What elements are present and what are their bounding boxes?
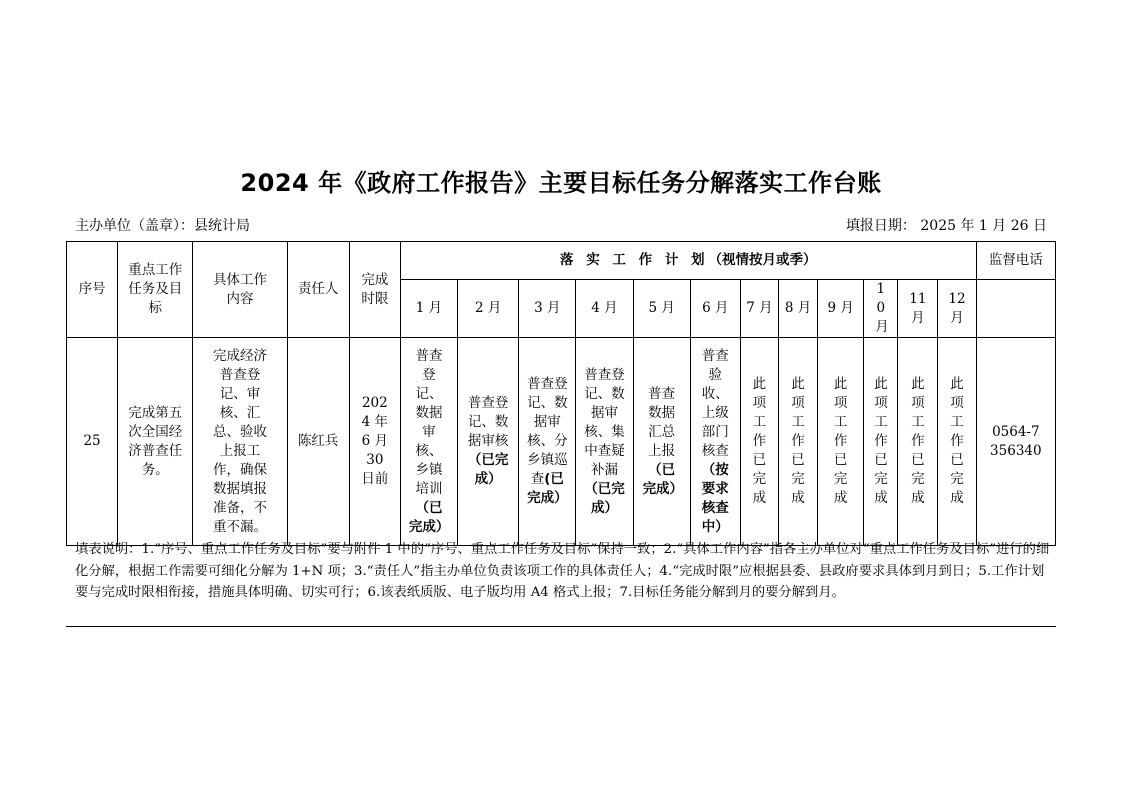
plan-status: （按要求核查中） <box>701 461 729 535</box>
bottom-divider <box>66 626 1056 627</box>
plan-status: (已完成） <box>527 471 568 506</box>
cell-deadline: 2024 年 6 月 30 日前 <box>349 338 400 546</box>
plan-text: 普查登记、数据审核 <box>467 395 509 449</box>
plan-cell-month-4 <box>576 338 633 546</box>
plan-cell-month-6 <box>690 338 740 546</box>
plan-cell-month-12: 此项工作已完成 <box>938 338 976 546</box>
plan-cell-month-7: 此项工作已完成 <box>740 338 778 546</box>
task-ledger-table <box>66 241 1056 546</box>
header-plan <box>400 242 976 280</box>
month-header: 2 月 <box>458 280 519 338</box>
plan-text: 普查登记、数据审核、集中查疑补漏 <box>584 366 625 478</box>
month-header: 10 月 <box>864 280 898 338</box>
plan-cell-month-11: 此项工作已完成 <box>898 338 938 546</box>
cell-phone: 0564-7356340 <box>976 338 1055 546</box>
plan-status: （已完成） <box>642 461 684 497</box>
phone-header-spacer <box>976 280 1055 338</box>
cell-content: 完成经济普查登记、审核、汇总、验收上报工作，确保数据填报准备，不重不漏。 <box>193 338 287 546</box>
month-header: 5 月 <box>633 280 690 338</box>
cell-seq: 25 <box>67 338 118 546</box>
plan-text: 普查登记、数据审核、分乡镇巡查 <box>527 376 568 487</box>
plan-cell-month-8: 此项工作已完成 <box>778 338 817 546</box>
organizer-label: 主办单位（盖章）：县统计局 <box>75 218 250 234</box>
month-header: 11 月 <box>898 280 938 338</box>
fill-date: 填报日期： 2025 年 1 月 26 日 <box>845 218 1047 234</box>
header-plan-note: （视情按月或季） <box>708 252 817 268</box>
plan-status: （已完成） <box>584 480 625 516</box>
plan-cell-month-3 <box>519 338 576 546</box>
month-header: 7 月 <box>740 280 778 338</box>
month-header: 12 月 <box>938 280 976 338</box>
plan-cell-month-5 <box>633 338 690 546</box>
plan-text: 普查数据汇总上报 <box>648 385 676 459</box>
header-owner: 责任人 <box>287 242 349 338</box>
plan-cell-month-2 <box>458 338 519 546</box>
plan-text: 普查验收、上级部门核查 <box>701 347 729 459</box>
month-header: 3 月 <box>519 280 576 338</box>
header-deadline: 完成时限 <box>349 242 400 338</box>
plan-cell-month-1 <box>400 338 457 546</box>
fill-instructions: 填表说明：1.“序号、重点工作任务及目标”要与附件 1 中的“序号、重点工作任务及目标”保持一致；2.“具体工作内容”指各主办单位对“重点工作任务及目标”进行的细化分解，根据工作需要可细化分解为 1+N 项；3.“责任人”指主办单位负责该项工作的具体责任人；4.“完成时限”应根据县委、县政府要求具体到月到日；5.工作计划要与完成时限相衔接，措施具体明确、切实可行；6.该表纸质版、电子版均用 A4 格式上报；7.目标任务能分解到月的要分解到月。 <box>75 542 1050 600</box>
header-task: 重点工作任务及目标 <box>118 242 193 338</box>
plan-status: （已完成） <box>408 499 450 535</box>
plan-cell-month-10: 此项工作已完成 <box>864 338 898 546</box>
cell-owner: 陈红兵 <box>287 338 349 546</box>
header-phone: 监督电话 <box>976 242 1055 280</box>
table-row <box>67 338 1056 546</box>
month-header: 4 月 <box>576 280 633 338</box>
header-seq: 序号 <box>67 242 118 338</box>
plan-text: 普查登记、数据审核、乡镇培训 <box>415 347 443 497</box>
header-content: 具体工作内容 <box>193 242 287 338</box>
page-title: 2024 年《政府工作报告》主要目标任务分解落实工作台账 <box>240 169 882 197</box>
header-plan-label: 落 实 工 作 计 划 <box>560 252 709 268</box>
month-header: 1 月 <box>400 280 457 338</box>
cell-task: 完成第五次全国经济普查任务。 <box>118 338 193 546</box>
month-header: 8 月 <box>778 280 817 338</box>
plan-status: （已完成） <box>467 452 509 487</box>
plan-cell-month-9: 此项工作已完成 <box>818 338 864 546</box>
month-header: 6 月 <box>690 280 740 338</box>
month-header: 9 月 <box>818 280 864 338</box>
